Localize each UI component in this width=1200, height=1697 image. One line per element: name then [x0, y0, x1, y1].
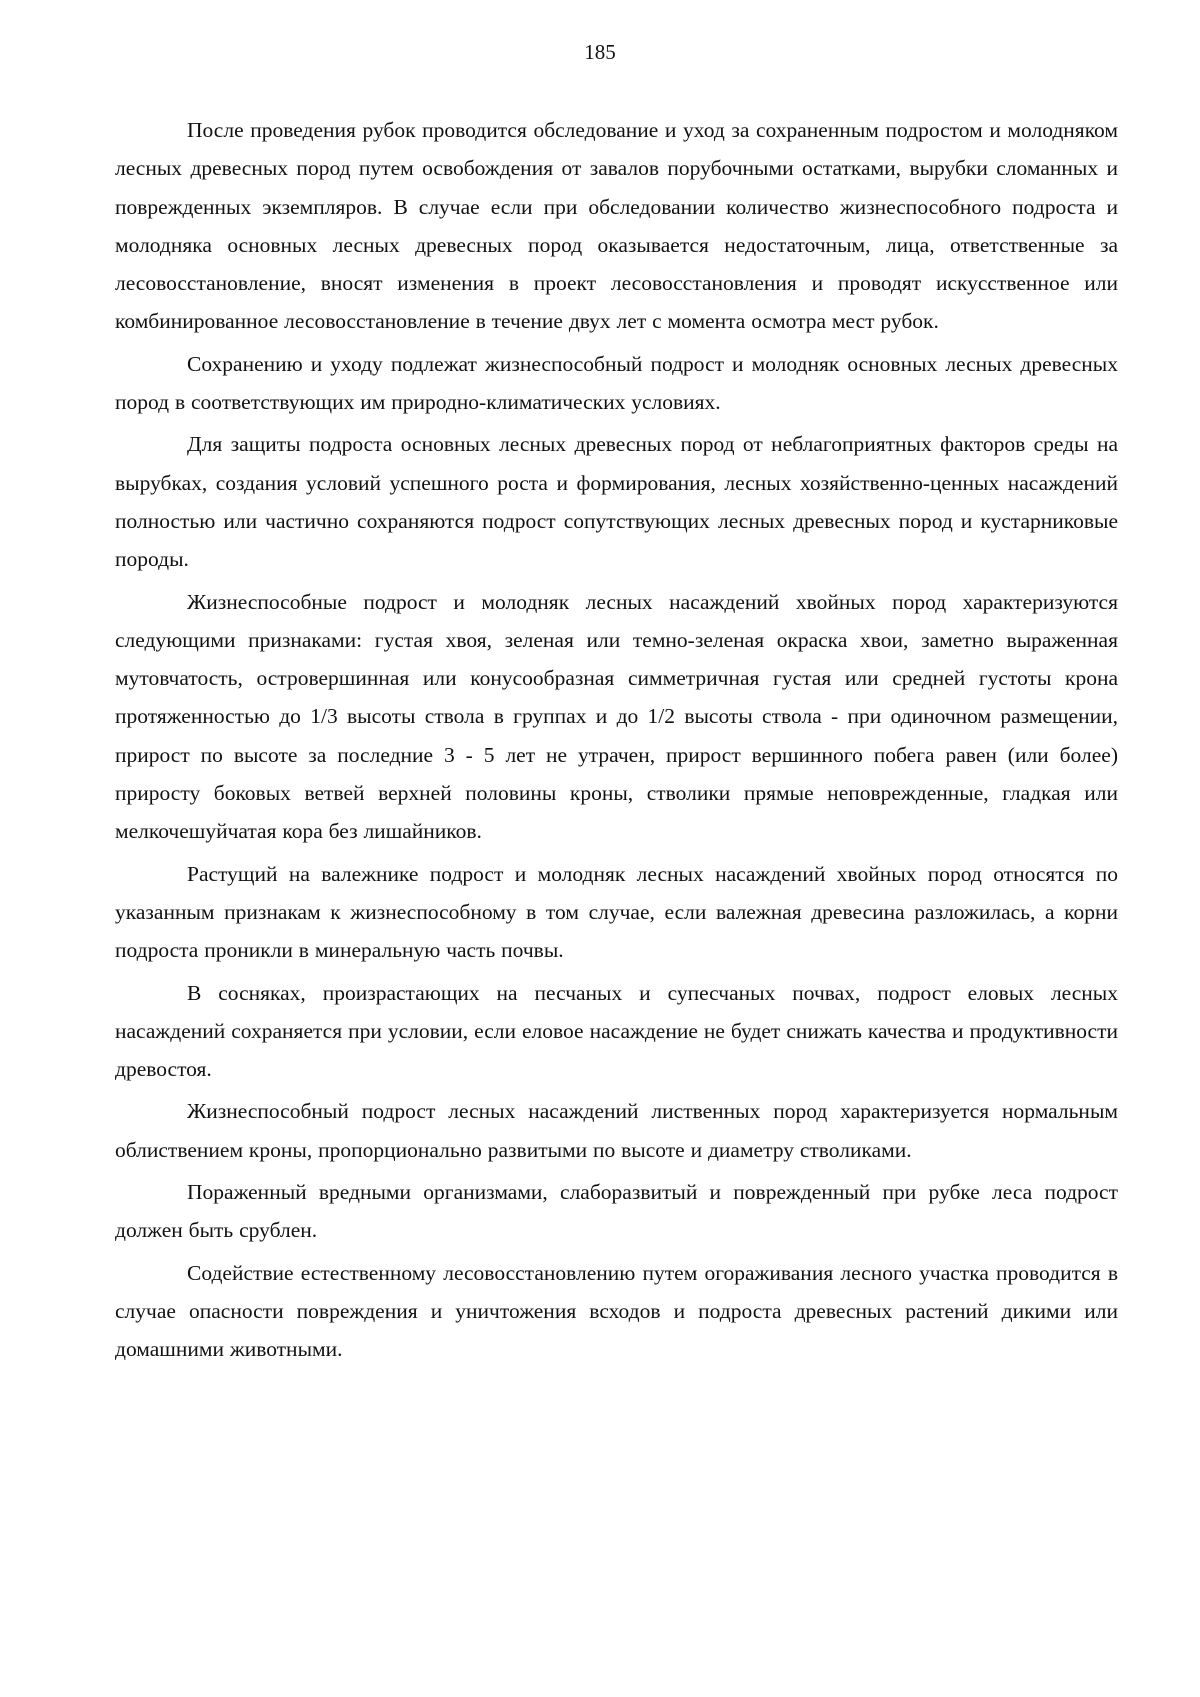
paragraph: Жизнеспособные подрост и молодняк лесных насаждений хвойных пород характеризуются следующими признаками: густая хвоя, зеленая или темно-зеленая окраска хвои, заметно выраженная мутовчатость, островершинная или конусообразная симметричная густая или средней густоты крона протяженностью до 1/3 высоты ствола в группах и до 1/2 высоты ствола - при одиночном размещении, прирост по высоте за последние 3 - 5 лет не утрачен, прирост вершинного побега равен (или более) приросту боковых ветвей верхней половины кроны, стволики прямые неповрежденные, гладкая или мелкочешуйчатая кора без лишайников. [115, 589, 1118, 844]
page-number: 185 [584, 40, 616, 64]
paragraph: Содействие естественному лесовосстановлению путем огораживания лесного участка проводится в случае опасности повреждения и уничтожения всходов и подроста древесных растений дикими или домашними животными. [115, 1260, 1118, 1362]
paragraph: Для защиты подроста основных лесных древесных пород от неблагоприятных факторов среды на вырубках, создания условий успешного роста и формирования, лесных хозяйственно-ценных насаждений полностью или частично сохраняются подрост сопутствующих лесных древесных пород и кустарниковые породы. [115, 432, 1118, 572]
paragraph: Сохранению и уходу подлежат жизнеспособный подрост и молодняк основных лесных древесных пород в соответствующих им природно-климатических условиях. [115, 351, 1118, 415]
paragraph: Жизнеспособный подрост лесных насаждений лиственных пород характеризуется нормальным облиствением кроны, пропорционально развитыми по высоте и диаметру стволиками. [115, 1099, 1118, 1162]
paragraph: В сосняках, произрастающих на песчаных и супесчаных почвах, подрост еловых лесных насаждений сохраняется при условии, если еловое насаждение не будет снижать качества и продуктивности древостоя. [115, 980, 1118, 1082]
paragraph: Растущий на валежнике подрост и молодняк лесных насаждений хвойных пород относятся по указанным признакам к жизнеспособному в том случае, если валежная древесина разложилась, а корни подроста проникли в минеральную часть почвы. [115, 861, 1118, 963]
paragraph: Пораженный вредными организмами, слаборазвитый и поврежденный при рубке леса подрост должен быть срублен. [115, 1180, 1118, 1243]
document-body [115, 111, 1118, 1373]
paragraph: После проведения рубок проводится обследование и уход за сохраненным подростом и молодняком лесных древесных пород путем освобождения от завалов порубочными остатками, вырубки сломанных и поврежденных экземпляров. В случае если при обследовании количество жизнеспособного подроста и молодняка основных лесных древесных пород оказывается недостаточным, лица, ответственные за лесовосстановление, вносят изменения в проект лесовосстановления и проводят искусственное или комбинированное лесовосстановление в течение двух лет с момента осмотра мест рубок. [115, 118, 1118, 334]
